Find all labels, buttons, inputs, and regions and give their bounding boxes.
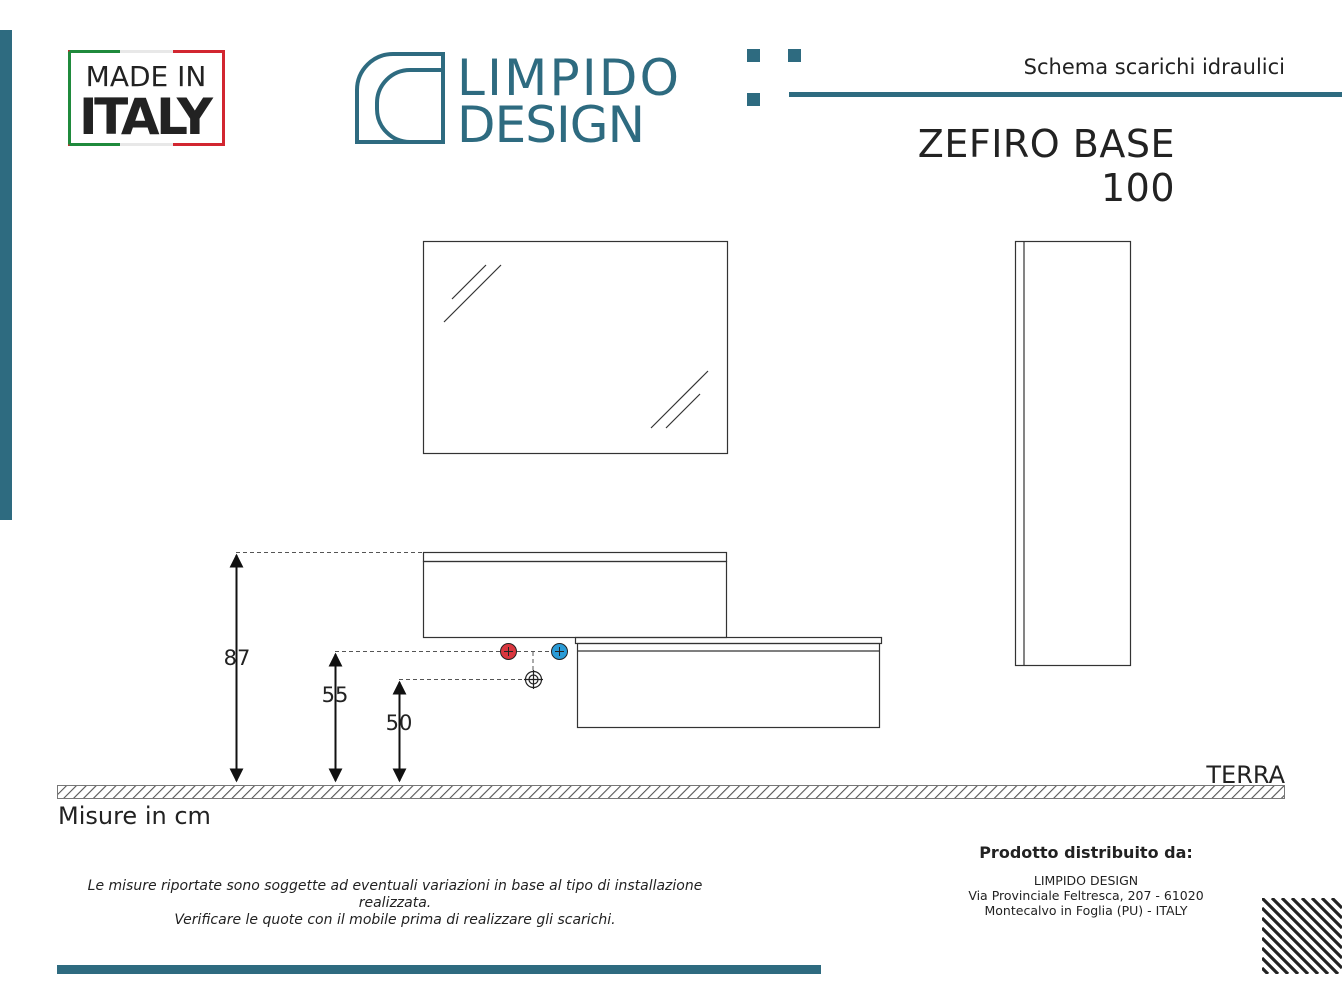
disclaimer-line2: Verificare le quote con il mobile prima di realizzare gli scarichi.: [174, 912, 616, 928]
units-label: Misure in cm: [58, 802, 211, 830]
distributor-city: Montecalvo in Foglia (PU) - ITALY: [984, 903, 1188, 918]
badge-line2: ITALY: [79, 88, 213, 146]
dimension-label-87: 87: [223, 646, 251, 670]
brand-name-line2: DESIGN: [457, 96, 645, 146]
product-title: ZEFIRO BASE 100: [917, 122, 1175, 210]
cold-water-inlet-icon: [552, 644, 568, 660]
hot-water-inlet-icon: [501, 644, 517, 660]
corner-hatch-decoration: [1262, 898, 1342, 974]
distributor-block: [936, 843, 1236, 918]
reference-lines: [236, 553, 568, 680]
disclaimer: [60, 878, 730, 929]
upper-base-cabinet: [424, 553, 727, 638]
brand-name-line1: LIMPIDO: [457, 50, 679, 107]
column-cabinet: [1016, 242, 1131, 666]
floor-label: TERRA: [1206, 761, 1285, 789]
distributor-heading: Prodotto distribuito da:: [979, 843, 1193, 862]
distributor-address: Via Provinciale Feltresca, 207 - 61020: [968, 888, 1204, 903]
dimension-arrows: [237, 555, 400, 781]
mirror: [424, 242, 728, 454]
disclaimer-line1: Le misure riportate sono soggette ad eventuali variazioni in base al tipo di installazione realizzata.: [87, 878, 703, 911]
dimension-label-50: 50: [385, 711, 413, 735]
dimension-label-55: 55: [321, 683, 349, 707]
floor-hatch: [58, 786, 1285, 799]
schema-title: Schema scarichi idraulici: [1023, 55, 1285, 79]
badge-line1: MADE IN: [85, 60, 207, 93]
distributor-name: LIMPIDO DESIGN: [1033, 873, 1139, 888]
lower-drawer-unit: [576, 638, 882, 728]
drain-outlet-icon: [524, 670, 543, 689]
